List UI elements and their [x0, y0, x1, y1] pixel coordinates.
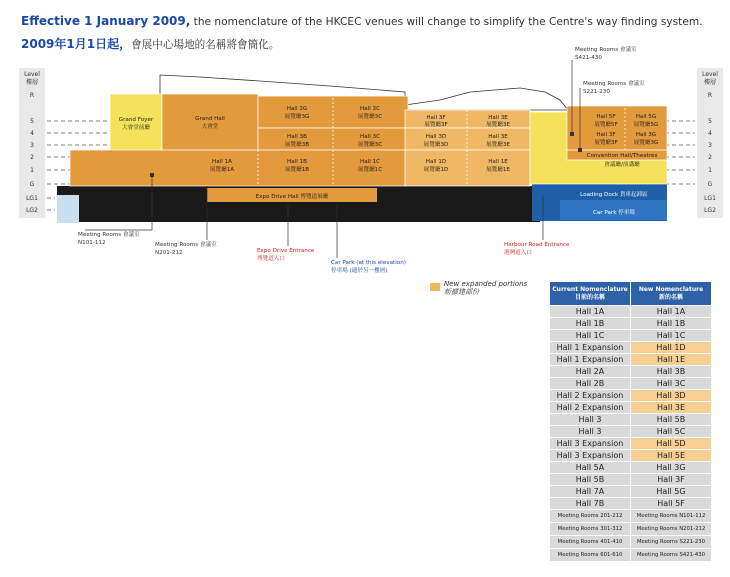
- hall-label: Hall 3E: [488, 115, 508, 121]
- new-name-cell: Hall 3G: [631, 462, 712, 474]
- level-label: LG2: [704, 207, 716, 214]
- legend-label-zh: 新擴建部份: [444, 288, 479, 296]
- current-name-cell: Hall 3: [550, 414, 631, 426]
- level-label: LG1: [26, 195, 38, 202]
- hall-label: Hall 1C: [360, 159, 380, 165]
- current-name-cell: Hall 2A: [550, 366, 631, 378]
- header-current-en: Current Nomenclature: [552, 285, 628, 293]
- table-row: [550, 390, 712, 402]
- new-name-cell: Hall 5C: [631, 426, 712, 438]
- nomenclature-table-body: [550, 306, 712, 562]
- meeting-s421-range: S421-430: [575, 55, 602, 61]
- table-row: [550, 474, 712, 486]
- header-current-zh: 目前的名稱: [574, 293, 605, 301]
- table-row: [550, 330, 712, 342]
- level-title-zh-left: 樓層: [25, 79, 39, 86]
- hall-label: Hall 1E: [488, 159, 508, 165]
- meeting-s221-range: S221-230: [583, 89, 610, 95]
- hall-label: Hall 1B: [287, 159, 307, 165]
- roof-outline-expansion: [405, 88, 568, 110]
- hall-label: Hall 3F: [596, 132, 616, 138]
- heading-en-rest: the nomenclature of the HKCEC venues will change to simplify the Centre's way finding system.: [190, 16, 703, 28]
- meeting-s421-label: Meeting Rooms 會議室: [575, 47, 637, 53]
- current-name-cell: Hall 7A: [550, 486, 631, 498]
- new-name-cell: Hall 1B: [631, 318, 712, 330]
- current-name-cell: Hall 1B: [550, 318, 631, 330]
- table-row: [550, 510, 712, 523]
- level-label: LG1: [704, 195, 716, 202]
- new-name-cell: Hall 5D: [631, 438, 712, 450]
- grand-foyer-label: Grand Foyer: [118, 117, 154, 123]
- level-label: G: [29, 181, 35, 188]
- legend-label: [444, 280, 527, 296]
- new-name-cell: Hall 5G: [631, 486, 712, 498]
- hall-label-zh: 展覽廳3E: [486, 142, 510, 148]
- level-title-left: Level: [24, 71, 40, 78]
- hall-label-zh: 展覽廳1C: [357, 167, 383, 173]
- table-row: [550, 549, 712, 562]
- hall-label-zh: 展覽廳3C: [357, 142, 383, 148]
- header-new-en: New Nomenclature: [638, 285, 704, 293]
- table-row: [550, 426, 712, 438]
- hall-label: Hall 3F: [426, 115, 446, 121]
- current-name-cell: Hall 3 Expansion: [550, 438, 631, 450]
- current-name-cell: Hall 1A: [550, 306, 631, 318]
- expo-drive-entrance-label-zh: 博覽道入口: [257, 256, 285, 262]
- heading-en-lead: Effective 1 January 2009,: [21, 14, 191, 28]
- nomenclature-table: [549, 281, 712, 562]
- hall-label: Hall 5F: [596, 114, 616, 120]
- hall-label: Hall 3G: [635, 132, 657, 138]
- current-nomenclature-header: [550, 282, 631, 306]
- legend-swatch: [430, 283, 440, 291]
- meeting-n201-label: Meeting Rooms 會議室: [155, 242, 217, 248]
- table-row: [550, 366, 712, 378]
- new-name-cell: Meeting Rooms N101-112: [631, 510, 712, 523]
- hall-label: Hall 3B: [287, 134, 307, 140]
- current-name-cell: Hall 2 Expansion: [550, 390, 631, 402]
- level-title-zh-right: 樓層: [703, 79, 717, 86]
- hall-label: Hall 1D: [425, 159, 447, 165]
- level-label: R: [707, 92, 713, 99]
- legend-label-en: New expanded portions: [444, 280, 528, 288]
- table-row: [550, 486, 712, 498]
- grand-hall-label: Grand Hall: [195, 116, 225, 122]
- level-label: LG2: [26, 207, 38, 214]
- current-name-cell: Hall 7B: [550, 498, 631, 510]
- new-name-cell: Meeting Rooms S421-430: [631, 549, 712, 562]
- current-name-cell: Hall 1C: [550, 330, 631, 342]
- level-label: 2: [30, 154, 34, 161]
- table-row: [550, 450, 712, 462]
- current-name-cell: Meeting Rooms 401-410: [550, 536, 631, 549]
- expo-drive-entrance-label: Expo Drive Entrance: [257, 248, 315, 254]
- hall-label-zh: 展覽廳3D: [423, 142, 449, 148]
- level-title-right: Level: [702, 71, 718, 78]
- header-new-zh: 新的名稱: [658, 293, 683, 301]
- new-name-cell: Hall 5B: [631, 414, 712, 426]
- hall-label-zh: 展覽廳3F: [424, 122, 448, 128]
- level-label: R: [29, 92, 35, 99]
- new-name-cell: Hall 5F: [631, 498, 712, 510]
- hall-label: Hall 5G: [635, 114, 657, 120]
- table-row: [550, 378, 712, 390]
- hall-label: Hall 3D: [425, 134, 447, 140]
- table-row: [550, 536, 712, 549]
- current-name-cell: Hall 2B: [550, 378, 631, 390]
- level-label: 1: [708, 167, 712, 174]
- table-row: [550, 342, 712, 354]
- table-row: [550, 306, 712, 318]
- hall-label-zh: 展覽廳3E: [486, 122, 510, 128]
- new-name-cell: Meeting Rooms N201-212: [631, 523, 712, 536]
- table-row: [550, 498, 712, 510]
- table-row: [550, 438, 712, 450]
- hall-label: Hall 3C: [360, 134, 380, 140]
- hall-label-zh: 展覽廳3G: [633, 140, 659, 146]
- grand-foyer-label-zh: 大會堂前廳: [122, 125, 150, 131]
- heading-zh-rest: 會展中心場地的名稱將會簡化。: [131, 39, 280, 51]
- new-name-cell: Hall 5E: [631, 450, 712, 462]
- car-park-label: Car Park 停車場: [592, 210, 636, 216]
- hall-label-zh: 展覽廳1E: [486, 167, 510, 173]
- meeting-n101-range: N101-112: [78, 240, 106, 246]
- hall-label-zh: 展覽廳3F: [594, 140, 618, 146]
- convention-label: Convention Hall/Theatres: [586, 153, 658, 159]
- level-label: 2: [708, 154, 712, 161]
- harbour-road-entrance-label-zh: 港灣道入口: [504, 250, 532, 256]
- hall-label-zh: 展覽廳5F: [594, 122, 618, 128]
- new-name-cell: Hall 1D: [631, 342, 712, 354]
- current-name-cell: Hall 3 Expansion: [550, 450, 631, 462]
- level-sidebar-left: [19, 68, 45, 218]
- hall-label-zh: 展覽廳3B: [284, 142, 310, 148]
- expo-drive-hall-label: Expo Drive Hall 博覽道展廳: [255, 194, 329, 200]
- grand-hall-label-zh: 大會堂: [201, 124, 219, 130]
- hall-label-zh: 展覽廳3G: [284, 114, 310, 120]
- car-park-elevation-label-zh: 停車場 (適於另一樓層): [331, 268, 388, 274]
- new-name-cell: Hall 1A: [631, 306, 712, 318]
- table-row: [550, 414, 712, 426]
- current-name-cell: Meeting Rooms 201-212: [550, 510, 631, 523]
- hall-label: Hall 1A: [212, 159, 232, 165]
- hall-label-zh: 展覽廳5G: [633, 122, 659, 128]
- hall-label: Hall 3C: [360, 106, 380, 112]
- meeting-s221-label: Meeting Rooms 會議室: [583, 81, 645, 87]
- level-label: 4: [30, 130, 34, 137]
- new-name-cell: Hall 1E: [631, 354, 712, 366]
- hall-label-zh: 展覽廳1B: [284, 167, 310, 173]
- current-name-cell: Hall 3: [550, 426, 631, 438]
- current-name-cell: Hall 5A: [550, 462, 631, 474]
- heading-zh-lead: 2009年1月1日起，: [21, 37, 132, 51]
- new-nomenclature-header: [631, 282, 712, 306]
- new-name-cell: Hall 3F: [631, 474, 712, 486]
- current-name-cell: Hall 5B: [550, 474, 631, 486]
- table-row: [550, 402, 712, 414]
- new-name-cell: Hall 1C: [631, 330, 712, 342]
- level-label: G: [707, 181, 713, 188]
- grand-hall-block: [162, 94, 258, 150]
- table-row: [550, 523, 712, 536]
- new-name-cell: Hall 3E: [631, 402, 712, 414]
- current-name-cell: Hall 1 Expansion: [550, 342, 631, 354]
- current-name-cell: Meeting Rooms 601-610: [550, 549, 631, 562]
- meeting-n201-range: N201-212: [155, 250, 183, 256]
- hall-label-zh: 展覽廳1D: [423, 167, 449, 173]
- level-sidebar-right: [697, 68, 723, 218]
- level1-halls-block: [70, 150, 405, 186]
- table-row: [550, 462, 712, 474]
- current-name-cell: Meeting Rooms 301-312: [550, 523, 631, 536]
- table-row: [550, 354, 712, 366]
- harbour-road-entrance-label: Harbour Road Entrance: [504, 242, 570, 248]
- level-label: 5: [30, 118, 34, 125]
- convention-label-zh: 會議廳/演講廳: [604, 162, 640, 168]
- level-label: 4: [708, 130, 712, 137]
- hall-label-zh: 展覽廳1A: [209, 167, 235, 173]
- hall-label: Hall 3E: [488, 134, 508, 140]
- new-name-cell: Hall 3B: [631, 366, 712, 378]
- loading-dock-label: Loading Dock 貨車起卸區: [580, 192, 648, 198]
- current-name-cell: Hall 1 Expansion: [550, 354, 631, 366]
- level-label: 1: [30, 167, 34, 174]
- hall-label: Hall 3G: [286, 106, 308, 112]
- hall-label-zh: 展覽廳3C: [357, 114, 383, 120]
- meeting-n101-label: Meeting Rooms 會議室: [78, 232, 140, 238]
- new-name-cell: Hall 3C: [631, 378, 712, 390]
- new-name-cell: Meeting Rooms S221-230: [631, 536, 712, 549]
- level-label: 5: [708, 118, 712, 125]
- car-park-elevation-label: Car Park (at this elevation): [331, 260, 406, 266]
- level-label: 3: [708, 142, 712, 149]
- new-name-cell: Hall 3D: [631, 390, 712, 402]
- level-label: 3: [30, 142, 34, 149]
- table-row: [550, 318, 712, 330]
- current-name-cell: Hall 2 Expansion: [550, 402, 631, 414]
- water-area: [57, 195, 79, 223]
